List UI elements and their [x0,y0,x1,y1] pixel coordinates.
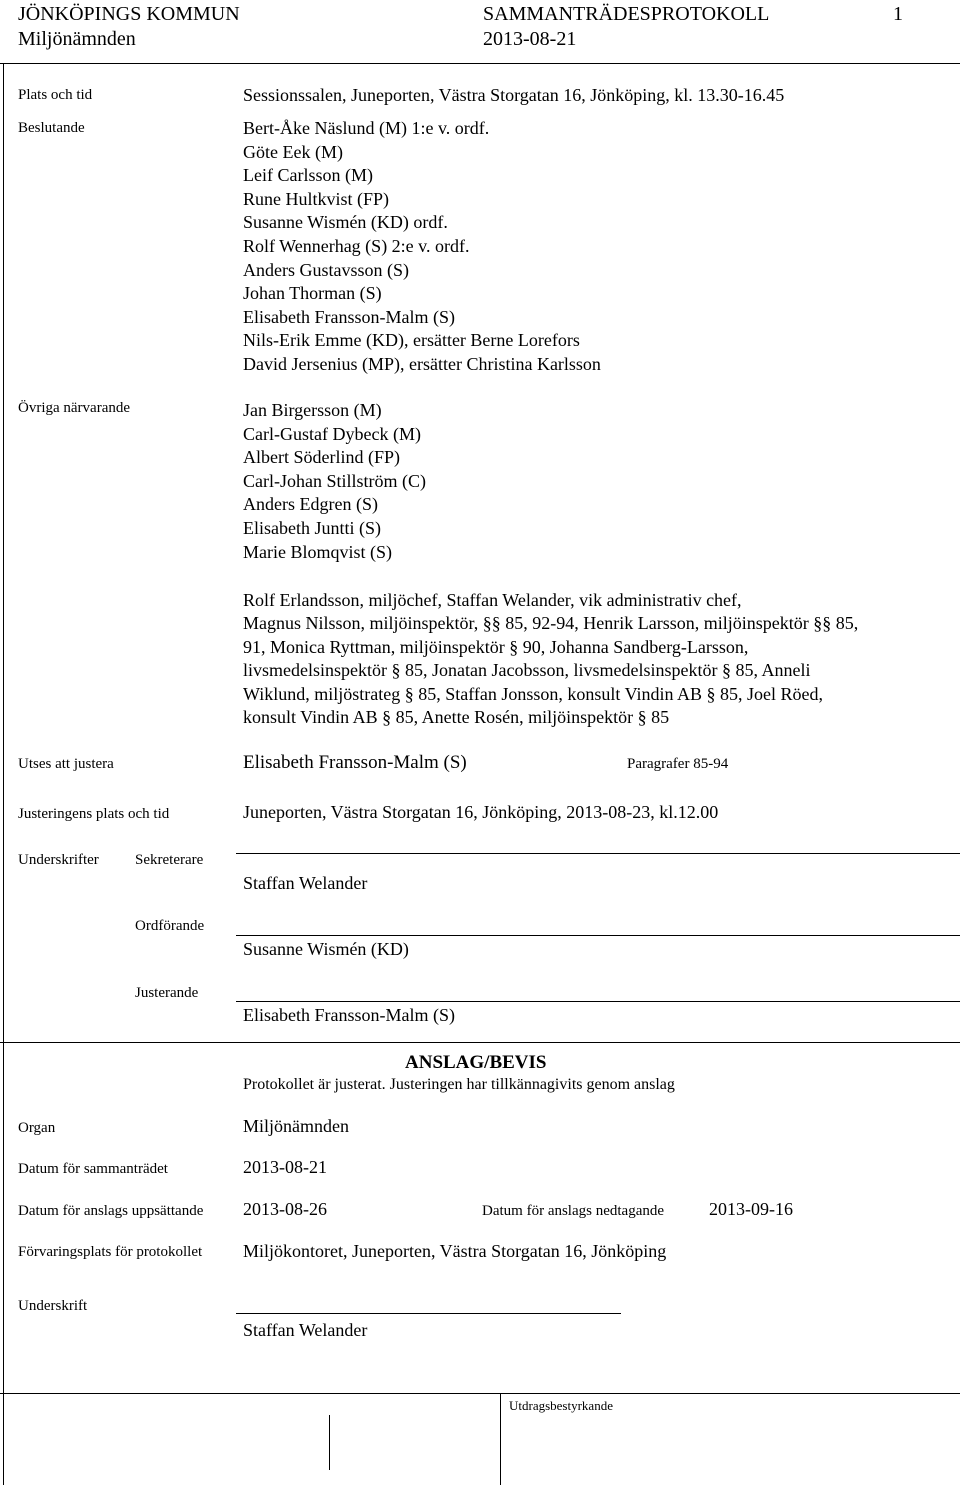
committee-name: Miljönämnden [18,28,136,50]
list-item: Bert-Åke Näslund (M) 1:e v. ordf. [243,118,490,138]
footer-certification-rule [500,1393,501,1485]
place-value: Sessionssalen, Juneporten, Västra Storgatan 16, Jönköping, kl. 13.30-16.45 [243,85,785,105]
list-item: Anders Gustavsson (S) [243,259,409,280]
list-item: Anders Edgren (S) [243,494,378,515]
document-date: 2013-08-21 [483,28,577,50]
signature-label: Underskrift [18,1298,88,1314]
org-name: JÖNKÖPINGS KOMMUN [18,3,240,25]
others-list [243,399,426,564]
posting-date-value: 2013-08-26 [243,1199,327,1219]
staff-line: Rolf Erlandsson, miljöchef, Staffan Welander, vik administrativ chef, [243,590,742,610]
adjust-place-value: Juneporten, Västra Storgatan 16, Jönköping, 2013-08-23, kl.12.00 [243,802,719,822]
paragraphs-value: Paragrafer 85-94 [627,756,729,772]
staff-paragraph [243,589,955,729]
staff-line: Wiklund, miljöstrateg § 85, Staffan Jonsson, konsult Vindin AB § 85, Joel Röed, [243,683,824,704]
deciding-label: Beslutande [18,120,85,136]
adjuster-signature-line [236,1001,960,1002]
list-item: Nils-Erik Emme (KD), ersätter Berne Lorefors [243,330,580,351]
signature-name: Staffan Welander [243,1320,368,1340]
list-item: Rolf Wennerhag (S) 2:e v. ordf. [243,235,470,256]
chair-name: Susanne Wismén (KD) [243,939,409,959]
appointed-value: Elisabeth Fransson-Malm (S) [243,752,467,773]
chair-signature-line [236,935,960,936]
list-item: Carl-Gustaf Dybeck (M) [243,423,421,444]
secretary-signature-line [236,853,960,854]
secretary-name: Staffan Welander [243,873,368,893]
list-item: Göte Eek (M) [243,141,343,162]
staff-line: livsmedelsinspektör § 85, Jonatan Jacobsson, livsmedelsinspektör § 85, Anneli [243,660,811,681]
page-number: 1 [893,3,903,25]
appointed-label: Utses att justera [18,756,114,772]
removal-date-value: 2013-09-16 [709,1199,793,1219]
removal-date-label: Datum för anslags nedtagande [482,1203,665,1219]
footer-divider [0,1393,960,1394]
signatures-label: Underskrifter [18,852,99,868]
list-item: Jan Birgersson (M) [243,400,382,420]
notice-statement: Protokollet är justerat. Justeringen har tillkännagivits genom anslag [243,1076,675,1093]
meeting-date-value: 2013-08-21 [243,1157,327,1177]
adjuster-label: Justerande [135,985,199,1001]
chair-label: Ordförande [135,918,205,934]
others-label: Övriga närvarande [18,400,131,416]
list-item: Leif Carlsson (M) [243,165,373,186]
list-item: Elisabeth Juntti (S) [243,517,381,538]
list-item: Susanne Wismén (KD) ordf. [243,212,448,233]
list-item: Albert Söderlind (FP) [243,447,400,468]
list-item: Carl-Johan Stillström (C) [243,470,426,491]
storage-label: Förvaringsplats för protokollet [18,1244,203,1260]
left-border [3,63,4,1485]
list-item: Johan Thorman (S) [243,283,382,304]
notice-divider [0,1042,960,1043]
footer-column-rule [329,1415,330,1470]
place-label: Plats och tid [18,87,93,103]
header-divider [0,63,960,64]
secretary-label: Sekreterare [135,852,204,868]
document-type: SAMMANTRÄDESPROTOKOLL [483,3,770,25]
storage-value: Miljökontoret, Juneporten, Västra Storgatan 16, Jönköping [243,1241,667,1261]
deciding-list [243,117,601,377]
staff-line: 91, Monica Ryttman, miljöinspektör § 90, Johanna Sandberg-Larsson, [243,636,749,657]
posting-date-label: Datum för anslags uppsättande [18,1203,204,1219]
staff-line: Magnus Nilsson, miljöinspektör, §§ 85, 92-94, Henrik Larsson, miljöinspektör §§ 85, [243,613,859,634]
list-item: Marie Blomqvist (S) [243,541,392,562]
certification-label: Utdragsbestyrkande [509,1398,613,1413]
organ-value: Miljönämnden [243,1116,349,1136]
list-item: Elisabeth Fransson-Malm (S) [243,306,455,327]
adjust-place-label: Justeringens plats och tid [18,806,170,822]
list-item: Rune Hultkvist (FP) [243,188,390,209]
notice-title: ANSLAG/BEVIS [405,1052,547,1073]
adjuster-name: Elisabeth Fransson-Malm (S) [243,1005,455,1025]
list-item: David Jersenius (MP), ersätter Christina Karlsson [243,353,601,374]
notice-signature-line [236,1313,621,1314]
staff-line: konsult Vindin AB § 85, Anette Rosén, miljöinspektör § 85 [243,707,670,728]
meeting-date-label: Datum för sammanträdet [18,1161,168,1177]
organ-label: Organ [18,1120,56,1136]
